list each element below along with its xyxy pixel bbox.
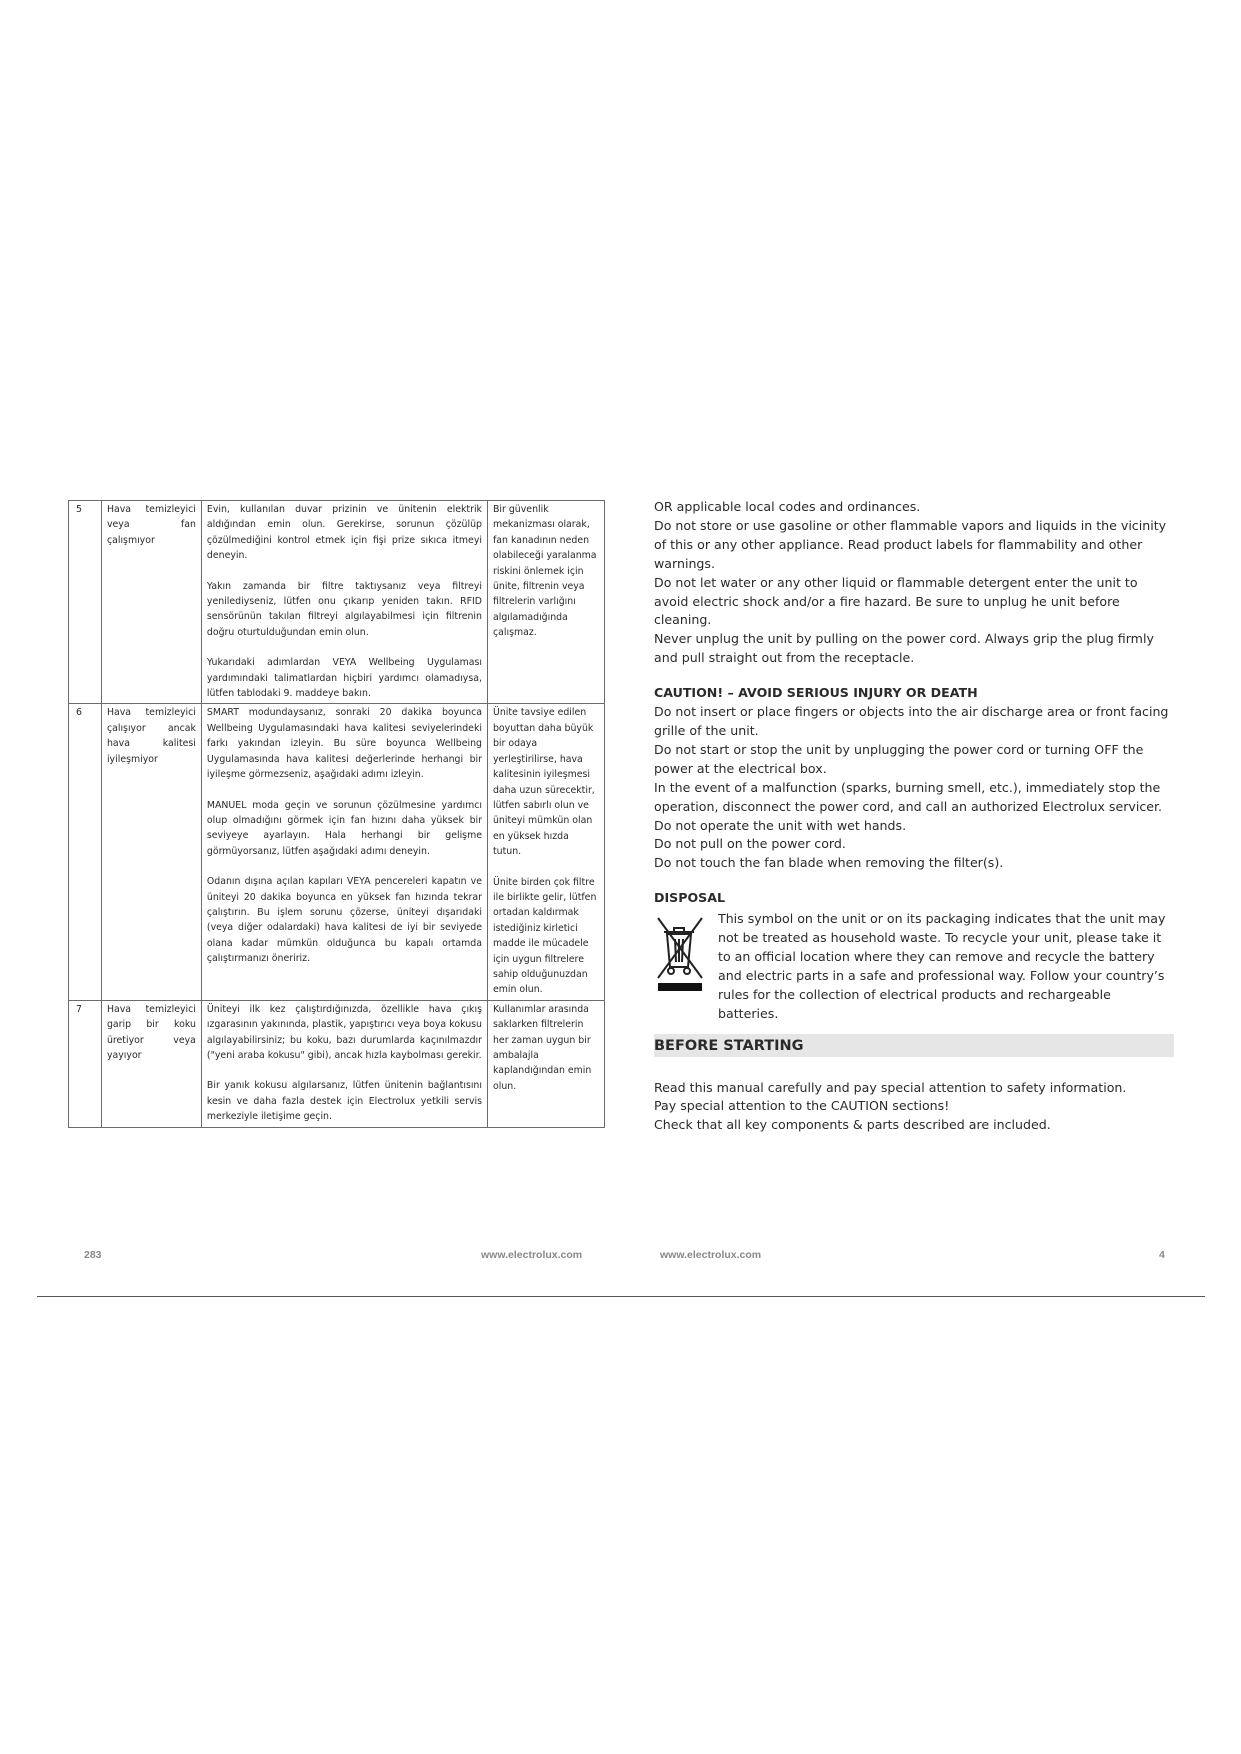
body-line: Check that all key components & parts described are included. [654, 1117, 1051, 1133]
solution-paragraph: Yakın zamanda bir filtre taktıysanız veya filtreyi yenilediyseniz, lütfen onu çıkarıp yeniden takın. RFID sensörünün takılan filtreyi algılayabilmesi için filtrenin doğru oturtulduğundan emin olun. [206, 580, 482, 638]
problem-cell: Hava temizleyici garip bir koku üretiyor veya yayıyor [101, 1000, 201, 1127]
note-paragraph: Kullanımlar arasında saklarken filtrelerin her zaman uygun bir ambalajla kaplandığından emin olun. [492, 1003, 592, 1092]
row-number: 6 [69, 704, 102, 1000]
body-line: Do not let water or any other liquid or flammable detergent enter the unit to avoid electric shock and/or a fire hazard. Be sure to unplug he unit before cleaning. [654, 574, 1138, 628]
solution-paragraph: Evin, kullanılan duvar prizinin ve ünitenin elektrik aldığından emin olun. Gerekirse, sorunun çözülüp çözülmediğini kontrol etmek için fişi prize sıkıca itmeyi deneyin. [206, 504, 482, 562]
note-paragraph: Bir güvenlik mekanizması olarak, fan kanadının neden olabileceği yaralanma riskini önlemek için ünite, filtrenin veya filtrelerin varlığını algılamadığında çalışmaz. [492, 504, 597, 639]
right-footer-url: www.electrolux.com [660, 1249, 762, 1261]
disposal-block [654, 910, 1174, 1023]
before-starting-body [654, 1079, 1174, 1136]
caution-line: Do not pull on the power cord. [654, 836, 846, 852]
solution-cell [201, 704, 487, 1000]
note-paragraph: Ünite tavsiye edilen boyuttan daha büyük bir odaya yerleştirilirse, hava kalitesinin iyileşmesi daha uzun sürecektir, lütfen sabırlı olun ve üniteyi mümkün olan en yüksek hızda tutun. [492, 707, 595, 858]
solution-paragraph: Yukarıdaki adımlardan VEYA Wellbeing Uygulaması yardımındaki talimatlardan hiçbiri yardımcı olamadıysa, lütfen tablodaki 9. maddeye bakın. [206, 657, 482, 700]
solution-paragraph: Üniteyi ilk kez çalıştırdığınızda, özellikle hava çıkış ızgarasının yakınında, plastik, yapıştırıcı veya boya kokusu algılayabilirsiniz; bu koku, bazı durumlarda kaçınılmazdır ("yeni araba kokusu" gibi), ancak hızla kaybolması gerekir. [206, 1003, 482, 1061]
caution-line: Do not start or stop the unit by unplugging the power cord or turning OFF the power at the electrical box. [654, 741, 1144, 776]
note-cell [487, 501, 604, 704]
solution-paragraph: SMART modundaysanız, sonraki 20 dakika boyunca Wellbeing Uygulamasındaki hava kalitesi seviyelerindeki farkı yakından izleyin. Bu süre boyunca Wellbeing Uygulamasında hava kalitesi değerlerinde herhangi bir iyileşme görmezseniz, aşağıdaki adımı izleyin. [206, 707, 482, 781]
solution-paragraph: Bir yanık kokusu algılarsanız, lütfen ünitenin bağlantısını kesin ve daha fazla destek için Electrolux yetkili servis merkeziyle iletişime geçin. [206, 1080, 482, 1123]
caution-line: Do not operate the unit with wet hands. [654, 817, 907, 833]
weee-crossed-bin-icon [654, 912, 706, 992]
body-line: OR applicable local codes and ordinances. [654, 499, 921, 514]
caution-line: Do not insert or place fingers or objects into the air discharge area or front facing grille of the unit. [654, 704, 1169, 738]
note-cell [487, 704, 604, 1000]
solution-cell [201, 1000, 487, 1127]
row-number: 5 [69, 501, 102, 704]
problem-cell: Hava temizleyici çalışıyor ancak hava kalitesi iyileşmiyor [101, 704, 201, 1000]
solution-cell [201, 501, 487, 704]
caution-line: In the event of a malfunction (sparks, burning smell, etc.), immediately stop the operation, disconnect the power cord, and call an authorized Electrolux servicer. [654, 779, 1163, 814]
caution-line: Do not touch the fan blade when removing the filter(s). [654, 855, 1004, 871]
disposal-text: This symbol on the unit or on its packaging indicates that the unit may not be treated as household waste. To recycle your unit, please take it to an official location where they can remove and recycle the battery and electric parts in a safe and professional way. Follow your country’s rules for the collection of electrical products and rechargeable batteries. [718, 911, 1166, 1021]
note-paragraph: Ünite birden çok filtre ile birlikte gelir, lütfen ortadan kaldırmak istediğiniz kirletici madde ile mücadele için uygun filtrelere sahip olduğunuzdan emin olun. [492, 876, 597, 996]
row-number: 7 [69, 1000, 102, 1127]
left-footer-url: www.electrolux.com [481, 1249, 583, 1261]
right-page-number: 4 [1159, 1249, 1165, 1261]
caution-heading: CAUTION! – AVOID SERIOUS INJURY OR DEATH [654, 685, 978, 701]
right-page-content [654, 498, 1174, 1135]
solution-paragraph: Odanın dışına açılan kapıları VEYA pencereleri kapatın ve üniteyi 20 dakika boyunca en yüksek fan hızında tekrar çalıştırın. Bu işlem sorunu çözerse, üniteyi dışarıdaki (veya diğer odalardaki) hava kalitesi de iyi bir seviyede olana kadar mümkün olduğunca bu kapalı ortamda çalıştırmanızı öneririz. [206, 876, 482, 965]
page-divider-line [37, 1296, 1205, 1297]
left-page-number: 283 [84, 1249, 102, 1261]
before-starting-heading: BEFORE STARTING [654, 1034, 1174, 1057]
table-row [69, 704, 605, 1000]
solution-paragraph: MANUEL moda geçin ve sorunun çözülmesine yardımcı olup olmadığını görmek için fan hızını daha yüksek bir seviyeye ayarlayın. Hala herhangi bir gelişme görmüyorsanız, lütfen aşağıdaki adımı deneyin. [206, 799, 482, 857]
body-line: Never unplug the unit by pulling on the power cord. Always grip the plug firmly and pull straight out from the receptacle. [654, 631, 1154, 666]
body-line: Read this manual carefully and pay special attention to safety information. [654, 1079, 1127, 1095]
disposal-heading: DISPOSAL [654, 890, 725, 906]
table-row [69, 501, 605, 704]
body-line: Do not store or use gasoline or other flammable vapors and liquids in the vicinity of this or any other appliance. Read product labels for flammability and other warnings. [654, 517, 1167, 571]
troubleshooting-table [68, 500, 605, 1128]
body-line: Pay special attention to the CAUTION sections! [654, 1098, 950, 1114]
table-row [69, 1000, 605, 1127]
problem-cell: Hava temizleyici veya fan çalışmıyor [101, 501, 201, 704]
note-cell [487, 1000, 604, 1127]
